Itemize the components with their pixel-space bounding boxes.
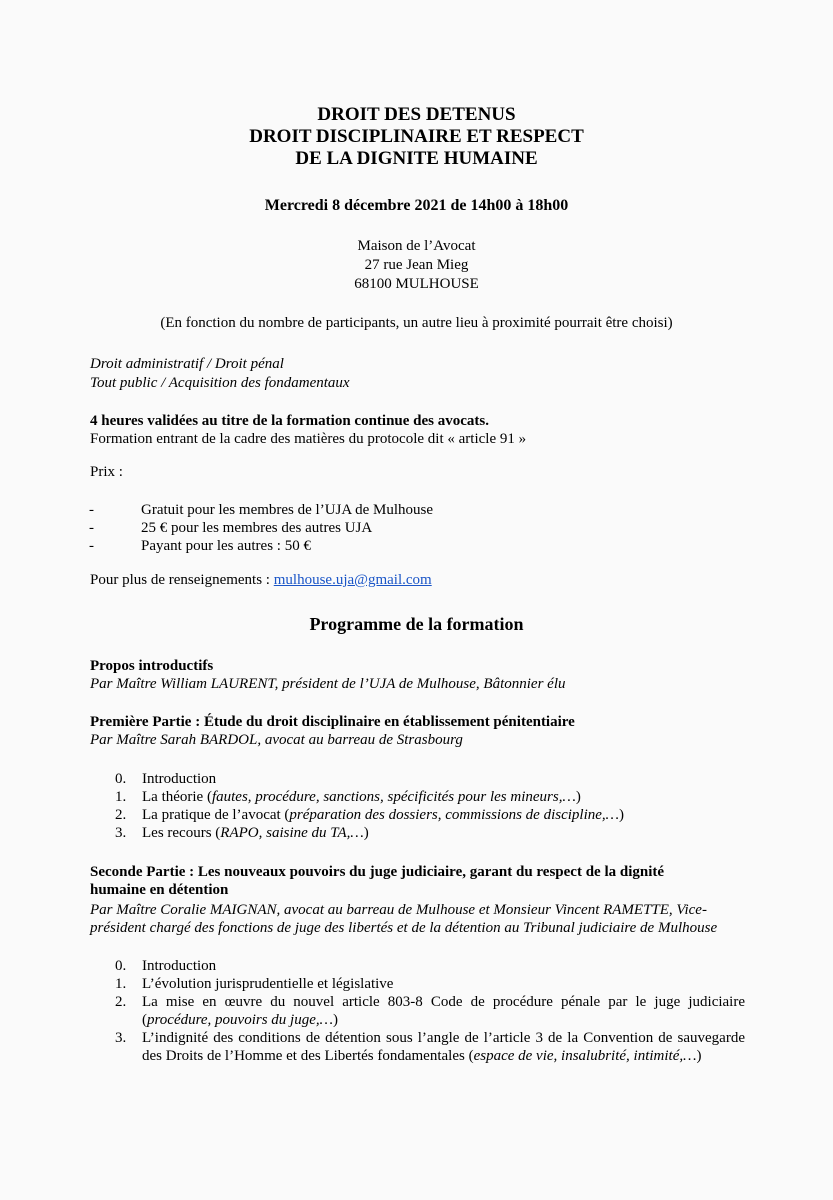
audience: Tout public / Acquisition des fondamentaux [90,375,350,391]
item-number: 2. [115,994,127,1010]
list-item [115,1029,745,1065]
list-item [115,824,745,842]
list-item [115,975,745,993]
event-date: Mercredi 8 décembre 2021 de 14h00 à 18h00 [264,197,569,214]
price-label: Prix : [90,464,123,480]
list-item [115,770,745,788]
price-item: 25 € pour les membres des autres UJA [141,520,373,536]
part2-title-line-2: humaine en détention [90,882,229,898]
item-number: 1. [115,789,127,805]
item-text: L’indignité des conditions de détention sous l’angle de l’article 3 de la Convention de sauvegarde des Droits de l’Homme et des Libertés fondamentales ( [142,1030,745,1064]
part1-speaker: Par Maître Sarah BARDOL, avocat au barreau de Strasbourg [90,732,463,748]
item-text: La théorie ( [142,789,212,805]
item-text: La mise en œuvre du nouvel article 803-8 Code de procédure pénale par le juge judiciaire [142,994,745,1010]
price-item: Payant pour les autres : 50 € [141,538,311,554]
training-hours: 4 heures validées au titre de la formation continue des avocats. [90,413,490,429]
item-text: Introduction [142,958,217,974]
title-line-2: DROIT DISCIPLINAIRE ET RESPECT [249,126,584,147]
item-end: ) [363,825,369,841]
item-number: 0. [115,958,127,974]
bullet-dash: - [89,502,94,518]
title-line-3: DE LA DIGNITE HUMAINE [295,148,538,169]
part1-list [115,770,745,842]
contact-line [90,571,432,589]
part2-speaker-line-1: Par Maître Coralie MAIGNAN, avocat au barreau de Mulhouse et Monsieur Vincent RAMETTE, Vice- [90,902,707,918]
item-text: L’évolution jurisprudentielle et législative [142,976,394,992]
bullet-dash: - [89,538,94,554]
part2-speaker-line-2: président chargé des fonctions de juge des libertés et de la détention au Tribunal judiciaire de Mulhouse [90,920,718,936]
protocol-note: Formation entrant de la cadre des matières du protocole dit « article 91 » [90,431,527,447]
part2-list [115,957,745,1065]
part1-title: Première Partie : Étude du droit disciplinaire en établissement pénitentiaire [90,714,575,730]
item-end: ) [696,1048,702,1064]
venue-street: 27 rue Jean Mieg [364,257,469,273]
list-item [115,957,745,975]
venue-note: (En fonction du nombre de participants, un autre lieu à proximité pourrait être choisi) [160,315,673,331]
item-number: 2. [115,807,127,823]
title-line-1: DROIT DES DETENUS [317,104,516,125]
item-end: ) [619,807,624,823]
programme-heading: Programme de la formation [309,614,524,634]
bullet-dash: - [89,520,94,536]
item-number: 3. [115,825,127,841]
item-detail: RAPO, saisine du TA,… [220,825,364,841]
item-detail: préparation des dossiers, commissions de discipline,… [289,807,619,823]
email-link[interactable]: mulhouse.uja@gmail.com [273,572,432,588]
list-item [115,806,745,824]
venue-name: Maison de l’Avocat [357,238,476,254]
item-text: Les recours ( [142,825,221,841]
item-text: La pratique de l’avocat ( [142,807,290,823]
item-number: 3. [115,1030,127,1046]
list-item: 2. La mise en œuvre du nouvel article 803-8 Code de procédure pénale par le juge judiciaire (procédure, pouvoirs du juge,…) [115,994,745,1028]
contact-label: Pour plus de renseignements : [90,572,274,588]
item-detail: espace de vie, insalubrité, intimité,… [473,1048,697,1064]
price-item: Gratuit pour les membres de l’UJA de Mulhouse [141,502,434,518]
list-item [115,788,745,806]
part2-title-line-1: Seconde Partie : Les nouveaux pouvoirs du juge judiciaire, garant du respect de la dignité [90,864,665,880]
item-detail: fautes, procédure, sanctions, spécificités pour les mineurs,… [211,789,576,805]
item-number: 1. [115,976,127,992]
venue-city: 68100 MULHOUSE [354,276,479,292]
intro-speaker: Par Maître William LAURENT, président de l’UJA de Mulhouse, Bâtonnier élu [90,676,566,692]
legal-domain: Droit administratif / Droit pénal [90,356,284,372]
item-number: 0. [115,771,127,787]
item-detail: procédure, pouvoirs du juge,… [147,1012,333,1028]
item-end: ) [575,789,581,805]
intro-title: Propos introductifs [90,658,214,674]
item-text: Introduction [142,771,217,787]
